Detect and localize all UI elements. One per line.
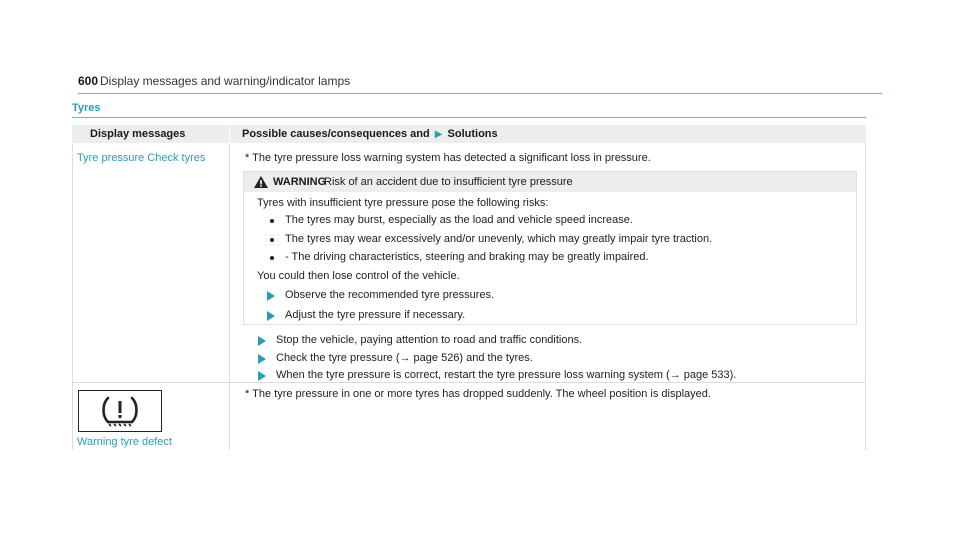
message-tyre-pressure-check: Tyre pressure Check tyres	[77, 152, 206, 164]
warning-box	[243, 171, 857, 325]
header-title: Display messages and warning/indicator lamps	[100, 74, 351, 88]
row2-cause: * The tyre pressure in one or more tyres has dropped suddenly. The wheel position is displayed.	[245, 388, 711, 400]
triangle-right-icon	[258, 371, 266, 381]
triangle-right-icon	[258, 336, 266, 346]
table-row-divider	[72, 382, 866, 383]
page-number: 600	[78, 74, 99, 88]
warning-step: Observe the recommended tyre pressures.	[285, 289, 495, 301]
message-warning-tyre-defect: Warning tyre defect	[77, 436, 172, 448]
warning-title: WARNING	[273, 176, 327, 188]
column-header-causes	[230, 125, 866, 143]
bullet-dot	[270, 219, 274, 223]
triangle-right-icon	[267, 291, 275, 301]
triangle-right-icon	[267, 311, 275, 321]
warning-header	[244, 172, 856, 192]
solution-step: Check the tyre pressure (→ page 526) and the tyres.	[276, 352, 533, 364]
warning-bullet: The tyres may wear excessively and/or unevenly, which may greatly impair tyre traction.	[285, 233, 713, 245]
page-header	[78, 72, 882, 94]
triangle-right-icon: ▶	[434, 129, 443, 140]
triangle-right-icon	[258, 354, 266, 364]
solution-step: When the tyre pressure is correct, restart the tyre pressure loss warning system (→ page 533).	[276, 369, 737, 381]
tyre-pressure-warning-icon	[78, 390, 162, 432]
solution-step: Stop the vehicle, paying attention to road and traffic conditions.	[276, 334, 583, 346]
table-border-right	[865, 143, 866, 450]
warning-step: Adjust the tyre pressure if necessary.	[285, 309, 466, 321]
column-header-messages: Display messages	[72, 125, 229, 143]
table-column-divider	[229, 143, 230, 450]
warning-bullet: - The driving characteristics, steering and braking may be greatly impaired.	[285, 251, 649, 263]
table-border-left	[72, 143, 73, 450]
row1-cause: * The tyre pressure loss warning system has detected a significant loss in pressure.	[245, 152, 651, 164]
warning-bullet: The tyres may burst, especially as the load and vehicle speed increase.	[285, 214, 633, 226]
bullet-dot	[270, 256, 274, 260]
warning-lead: Risk of an accident due to insufficient tyre pressure	[324, 176, 573, 188]
section-title: Tyres	[72, 102, 101, 114]
warning-outro: You could then lose control of the vehicle.	[257, 270, 460, 282]
warning-intro: Tyres with insufficient tyre pressure pose the following risks:	[257, 197, 549, 209]
warning-triangle-icon	[254, 176, 268, 188]
bullet-dot	[270, 238, 274, 242]
column-header-solutions-text: Solutions	[447, 128, 498, 140]
section-divider	[72, 117, 866, 118]
column-header-causes-text: Possible causes/consequences and	[242, 128, 430, 140]
